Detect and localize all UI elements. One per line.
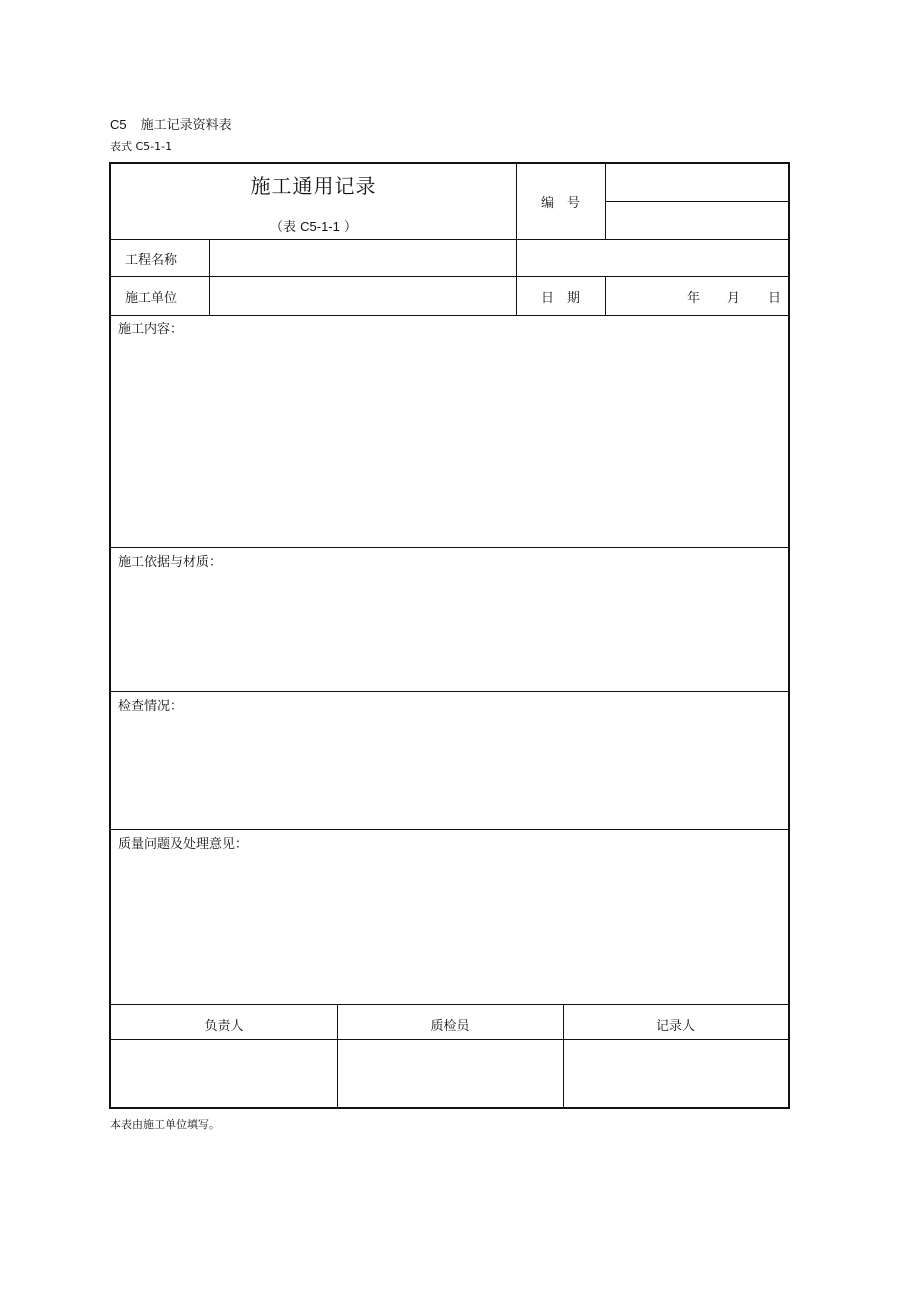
date-year-label: 年 [687,291,701,306]
quality-issues-label: 质量问题及处理意见： [118,837,249,852]
construction-content-area[interactable] [111,336,788,546]
contractor-label: 施工单位 [125,291,178,306]
footer-note: 本表由施工单位填写。 [110,1118,220,1131]
responsible-person-signature[interactable] [111,1040,337,1107]
construction-content-label: 施工内容： [118,322,184,337]
row-line-3 [111,315,788,316]
form-code: 表式 C5-1-1 [110,140,173,153]
quality-issues-area[interactable] [111,851,788,1002]
quality-inspector-signature[interactable] [338,1040,563,1107]
project-name-label: 工程名称 [125,253,178,268]
form-subtitle-prefix: （表 [269,220,301,235]
form-subtitle [111,216,516,235]
basis-materials-label: 施工依据与材质： [118,555,223,570]
section-code: C5 [110,117,127,132]
recorder-signature[interactable] [564,1040,788,1107]
form-subtitle-code: C5-1-1 [300,219,340,234]
number-label: 编 号 [540,196,580,211]
label-divider [209,239,210,315]
row-line-2 [111,276,788,277]
form-title: 施工通用记录 [250,174,377,198]
row-line-7 [111,1004,788,1005]
number-split-line [605,201,788,202]
construction-record-form [109,162,790,1109]
quality-inspector-label: 质检员 [430,1019,470,1034]
row-line-4 [111,547,788,548]
date-day-label: 日 [768,291,782,306]
inspection-area[interactable] [111,713,788,827]
form-subtitle-suffix: ） [339,220,358,235]
row-line-1 [111,239,788,240]
section-title-text: 施工记录资料表 [140,118,232,133]
date-divider [605,276,606,315]
row-line-5 [111,691,788,692]
row-line-6 [111,829,788,830]
section-title [110,114,232,133]
date-month-label: 月 [727,291,741,306]
recorder-label: 记录人 [655,1019,695,1034]
date-label: 日 期 [540,291,580,306]
inspection-label: 检查情况： [118,699,184,714]
basis-materials-area[interactable] [111,569,788,689]
responsible-person-label: 负责人 [204,1019,244,1034]
